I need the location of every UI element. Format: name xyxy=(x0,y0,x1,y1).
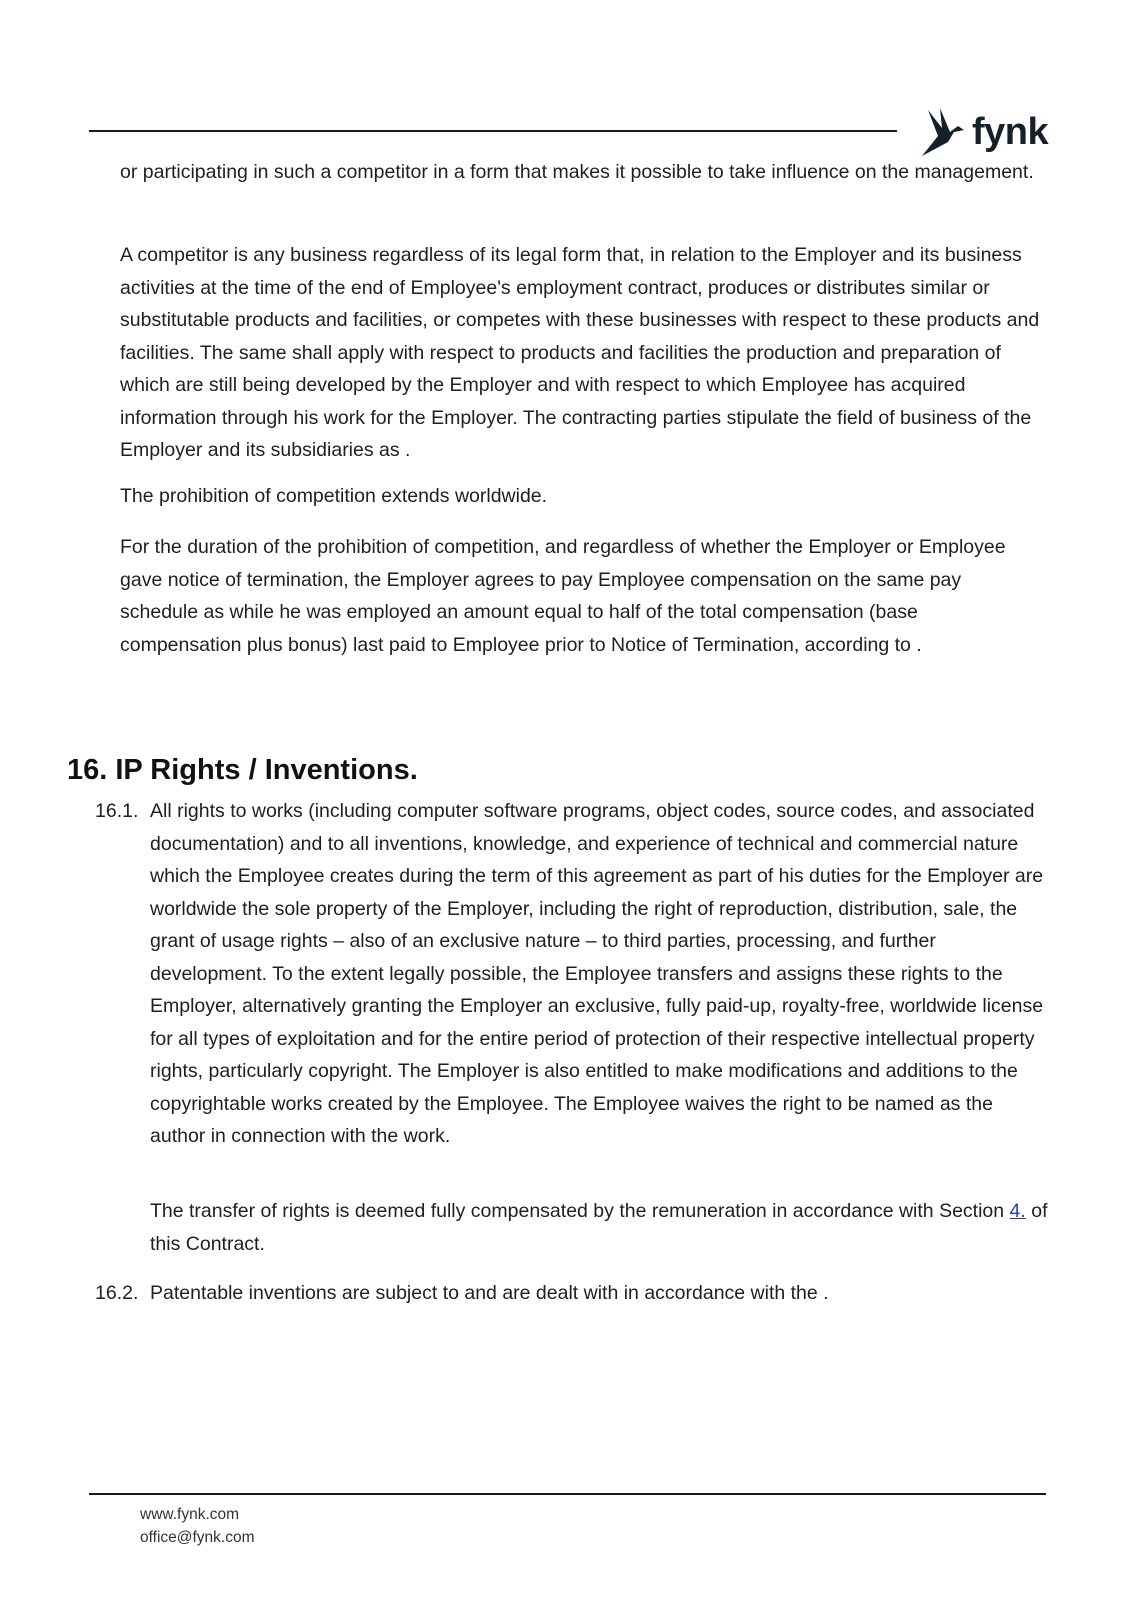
header-divider xyxy=(89,130,897,132)
clause-16-1-paragraph: All rights to works (including computer software programs, object codes, source codes, and associated documentation) and to all inventions, knowledge, and experience of technical and commercial nature which the Employee creates during the term of this agreement as part of his duties for the Employer are worldwide the sole property of the Employer, including the right of reproduction, distribution, sale, the grant of usage rights – also of an exclusive nature – to third parties, processing, and further development. To the extent legally possible, the Employee transfers and assigns these rights to the Employer, alternatively granting the Employer an exclusive, fully paid-up, royalty-free, worldwide license for all types of exploitation and for the entire period of protection of their respective intellectual property rights, particularly copyright. The Employer is also entitled to make modifications and additions to the copyrightable works created by the Employee. The Employee waives the right to be named as the author in connection with the work. xyxy=(150,800,1044,1147)
paragraph-competitor-participation: or participating in such a competitor in a form that makes it possible to take influence on the management. xyxy=(120,161,1034,183)
clause-16-1-text xyxy=(150,795,1050,1153)
footer-divider xyxy=(89,1493,1046,1495)
compensation-text-start: The transfer of rights is deemed fully compensated by the remuneration in accordance with Section xyxy=(150,1200,1010,1222)
paragraph-compensation: For the duration of the prohibition of competition, and regardless of whether the Employer or Employee gave notice of termination, the Employer agrees to pay Employee compensation on the same pay schedule as while he was employed an amount equal to half of the total compensation (base compensation plus bonus) last paid to Employee prior to Notice of Termination, according to . xyxy=(120,536,1006,656)
paragraph-competitor-definition: A competitor is any business regardless of its legal form that, in relation to the Employer and its business activities at the time of the end of Employee's employment contract, produces or distributes similar or substitutable products and facilities, or competes with these businesses with respect to these products and facilities. The same shall apply with respect to products and facilities the production and preparation of which are still being developed by the Employer and with respect to which Employee has acquired information through his work for the Employer. The contracting parties stipulate the field of business of the Employer and its subsidiaries as . xyxy=(120,244,1040,461)
clause-16-2-paragraph: Patentable inventions are subject to and are dealt with in accordance with the . xyxy=(150,1282,829,1304)
bird-logo-icon xyxy=(920,106,966,158)
clause-16-1-compensation-paragraph xyxy=(150,1195,1050,1260)
continued-paragraph xyxy=(120,156,1040,189)
worldwide-block xyxy=(120,480,1040,513)
clause-number-16-1: 16.1. xyxy=(95,800,139,822)
fynk-logo xyxy=(920,104,1048,160)
competitor-definition-block xyxy=(120,239,1040,467)
compensation-text-end: of this Contract. xyxy=(150,1200,1048,1255)
logo-wordmark: fynk xyxy=(972,111,1049,153)
section-heading: 16. IP Rights / Inventions. xyxy=(67,754,418,786)
paragraph-worldwide: The prohibition of competition extends worldwide. xyxy=(120,485,548,507)
footer-website: www.fynk.com xyxy=(140,1506,240,1523)
clause-16-1-compensation xyxy=(150,1195,1050,1260)
compensation-block xyxy=(120,531,1040,661)
clause-16-2-text xyxy=(150,1277,1050,1310)
clause-number-16-2: 16.2. xyxy=(95,1282,139,1304)
section-4-link[interactable]: 4. xyxy=(1009,1200,1026,1222)
footer-email: office@fynk.com xyxy=(140,1529,255,1546)
